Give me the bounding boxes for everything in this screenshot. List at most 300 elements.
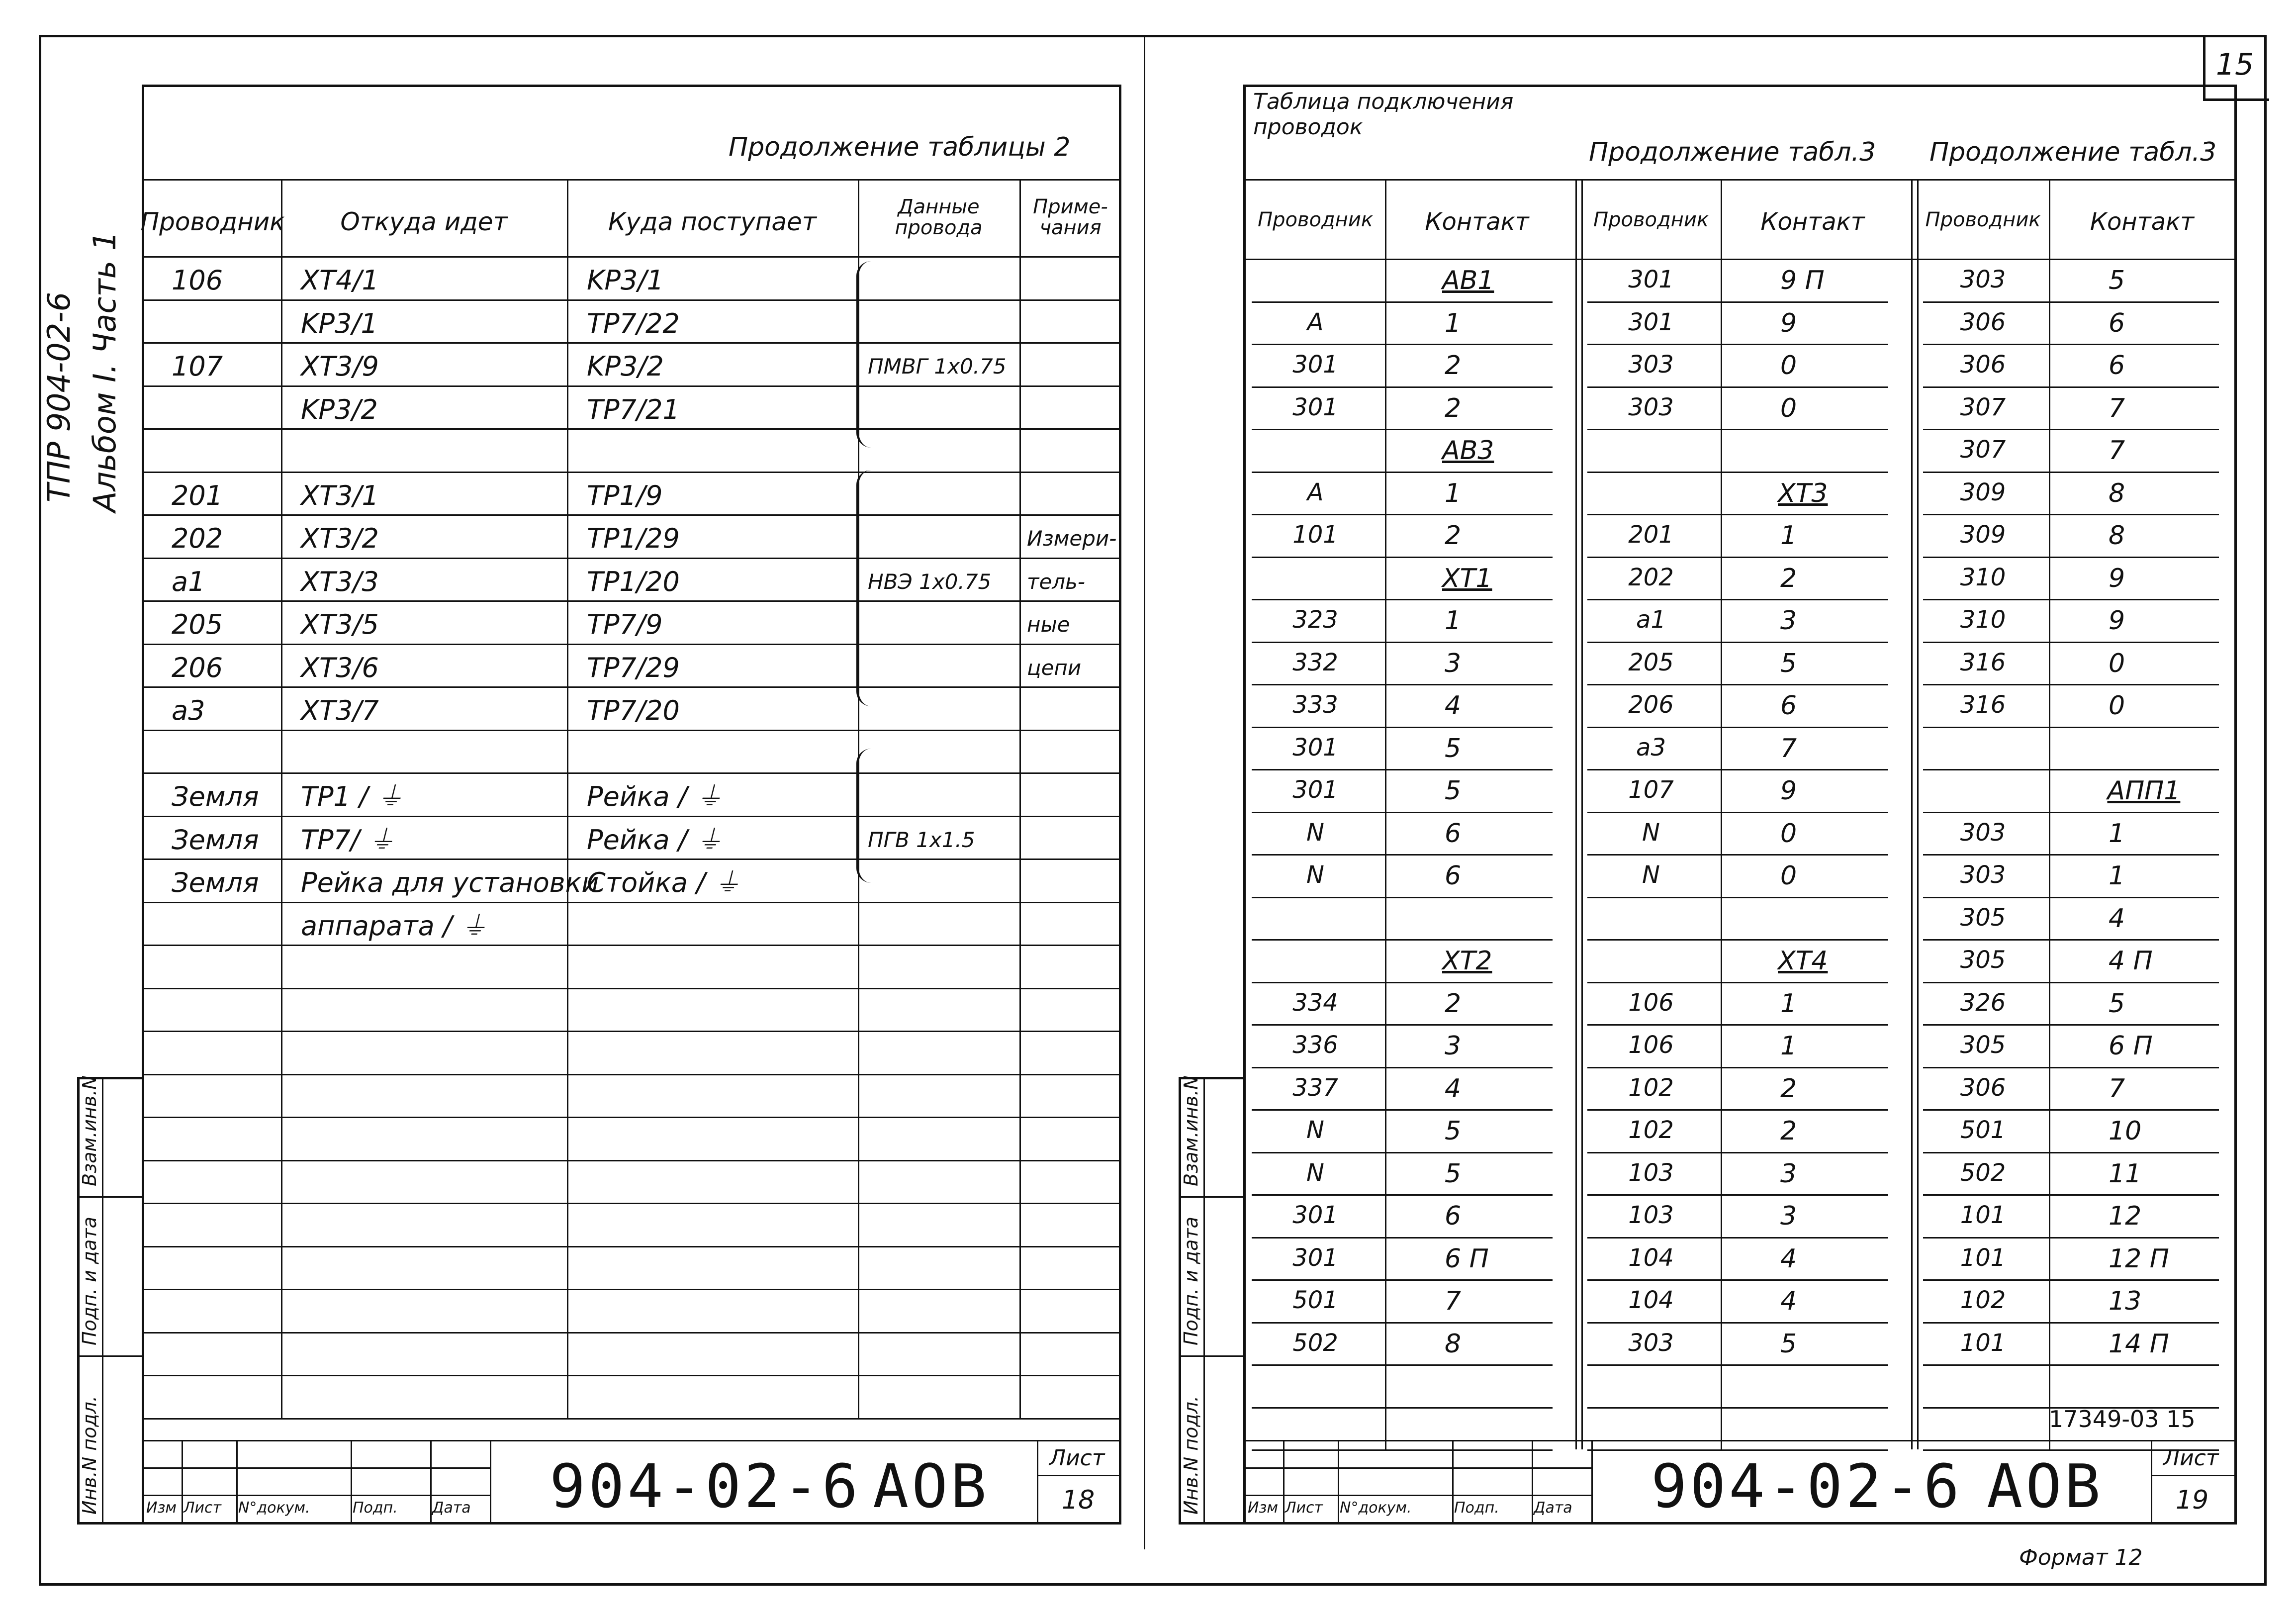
right-contact-cell: 2 xyxy=(1445,351,1462,381)
right-header-cell: Контакт xyxy=(1425,208,1529,236)
right-wire-cell: 305 xyxy=(1960,903,2006,932)
right-row-line xyxy=(1587,1024,1888,1026)
right-wire-cell: A xyxy=(1307,478,1324,506)
title-col-line xyxy=(236,1440,238,1525)
right-row-line xyxy=(1252,939,1553,941)
right-wire-cell: 501 xyxy=(1292,1286,1338,1314)
left-row-line xyxy=(144,1031,1121,1032)
stamp-label: Взам.инв.N xyxy=(79,1075,100,1186)
right-wire-cell: N xyxy=(1642,861,1660,889)
right-row-line xyxy=(1587,557,1888,558)
right-contact-cell: 0 xyxy=(2109,691,2125,721)
right-contact-cell: 6 П xyxy=(1445,1243,1489,1274)
right-header-cell: Проводник xyxy=(1258,208,1373,231)
right-group-line xyxy=(1917,179,1919,1449)
right-wire-cell: 103 xyxy=(1628,1158,1674,1187)
title-col-label: Лист xyxy=(1285,1499,1323,1517)
title-col-line xyxy=(1283,1440,1285,1525)
right-row-line xyxy=(1923,429,2219,430)
right-wire-cell: 107 xyxy=(1628,776,1674,804)
right-contact-cell: 7 xyxy=(1780,733,1797,763)
right-wire-cell: a1 xyxy=(1636,606,1666,634)
right-row-line xyxy=(1923,1194,2219,1196)
right-row-line xyxy=(1923,1322,2219,1324)
right-row-line xyxy=(1252,1279,1553,1281)
left-row-line xyxy=(144,514,1121,516)
right-row-line xyxy=(1252,1237,1553,1239)
right-contact-cell: 3 xyxy=(1445,648,1462,678)
right-contact-cell: 9 xyxy=(1780,308,1797,338)
right-contact-cell: 2 xyxy=(1445,393,1462,423)
left-cell: Рейка / ⏚ xyxy=(587,824,723,856)
right-col-line xyxy=(1385,179,1386,1449)
right-sheet-frame xyxy=(1243,85,2237,1525)
title-small-row xyxy=(144,1495,490,1496)
right-contact-cell: 1 xyxy=(2109,818,2125,849)
right-row-line xyxy=(1252,1194,1553,1196)
right-contact-cell: 4 xyxy=(1780,1243,1797,1274)
left-row-line xyxy=(144,858,1121,860)
right-row-line xyxy=(1587,769,1888,770)
left-cell: 205 xyxy=(172,609,223,640)
right-row-line xyxy=(1923,472,2219,473)
right-contact-cell: 5 xyxy=(1445,733,1462,763)
title-sheet-sep xyxy=(2151,1475,2235,1476)
right-row-line xyxy=(1923,812,2219,813)
right-wire-cell: A xyxy=(1307,308,1324,336)
side-margin-album: Альбом I. Часть 1 xyxy=(87,231,123,512)
right-wire-cell: 301 xyxy=(1292,1243,1338,1272)
right-row-line xyxy=(1587,854,1888,856)
left-cell: XT3/2 xyxy=(301,523,379,554)
title-designation: 904-02-6 xyxy=(1651,1452,1962,1522)
left-row-line xyxy=(144,644,1121,645)
left-row-line xyxy=(144,1160,1121,1161)
right-row-line xyxy=(1923,599,2219,600)
right-wire-cell: 303 xyxy=(1960,818,2006,847)
right-wire-cell: 323 xyxy=(1292,606,1338,634)
right-row-line xyxy=(1587,684,1888,685)
stamp-split xyxy=(1203,1077,1205,1525)
right-row-line xyxy=(1587,1279,1888,1281)
right-wire-cell: 102 xyxy=(1960,1286,2006,1314)
title-sheet-line xyxy=(2151,1440,2152,1525)
right-wire-cell: 106 xyxy=(1628,988,1674,1017)
left-row-line xyxy=(144,988,1121,989)
title-sheet-number: 19 xyxy=(2176,1485,2209,1515)
right-contact-cell: 0 xyxy=(1780,861,1797,891)
right-wire-cell: 309 xyxy=(1960,521,2006,549)
title-col-label: Изм xyxy=(146,1499,177,1517)
right-wire-cell: 301 xyxy=(1292,351,1338,379)
left-row-line xyxy=(144,1246,1121,1247)
left-col-line xyxy=(567,179,568,1418)
stamp-seg-line xyxy=(77,1355,144,1357)
right-contact-cell: 6 xyxy=(2109,308,2125,338)
left-head-top xyxy=(144,179,1121,181)
left-cell: XT3/5 xyxy=(301,609,379,640)
right-row-line xyxy=(1587,386,1888,388)
left-row-line xyxy=(144,1375,1121,1376)
left-cell: Стойка / ⏚ xyxy=(587,867,741,898)
right-row-line xyxy=(1252,1364,1553,1366)
right-row-line xyxy=(1923,1067,2219,1068)
right-wire-cell: 307 xyxy=(1960,436,2006,464)
right-contact-cell: 11 xyxy=(2109,1158,2142,1189)
right-contact-cell: XT4 xyxy=(1778,946,1828,976)
stamp-label: Взам.инв.N xyxy=(1180,1075,1202,1186)
left-cell: Рейка для установки xyxy=(301,867,599,898)
right-wire-cell: 104 xyxy=(1628,1286,1674,1314)
left-cell: XT3/6 xyxy=(301,652,379,683)
title-col-line xyxy=(182,1440,183,1525)
right-row-line xyxy=(1587,1067,1888,1068)
right-contact-cell: AB1 xyxy=(1442,266,1494,295)
right-header-cell: Контакт xyxy=(1760,208,1865,236)
left-col-line xyxy=(281,179,282,1418)
right-row-line xyxy=(1252,1152,1553,1153)
right-wire-cell: 201 xyxy=(1628,521,1674,549)
right-contact-cell: 9 xyxy=(1780,776,1797,806)
right-wire-cell: 103 xyxy=(1628,1201,1674,1229)
right-contact-cell: 13 xyxy=(2109,1286,2142,1316)
right-wire-cell: 205 xyxy=(1628,648,1674,676)
side-margin-code: ТПР 904-02-6 xyxy=(41,291,77,502)
stamp-label: Инв.N подл. xyxy=(1180,1396,1202,1515)
right-row-line xyxy=(1252,897,1553,898)
right-wire-cell: 334 xyxy=(1292,988,1338,1017)
right-contact-cell: 9 xyxy=(2109,563,2125,593)
right-contact-cell: 3 xyxy=(1780,606,1797,636)
right-contact-cell: 7 xyxy=(2109,1073,2125,1104)
right-wire-cell: N xyxy=(1306,1116,1324,1144)
title-col-label: Лист xyxy=(184,1499,222,1517)
stamp-label: Подп. и дата xyxy=(79,1217,100,1345)
left-col-line xyxy=(1019,179,1021,1418)
right-contact-cell: 5 xyxy=(1445,1158,1462,1189)
left-cell: KP3/2 xyxy=(301,393,378,425)
right-contact-cell: 5 xyxy=(1780,1329,1797,1359)
right-wire-cell: N xyxy=(1306,1158,1324,1187)
right-stamp-code: 17349-03 15 xyxy=(2049,1406,2196,1432)
left-cell: TP7/ ⏚ xyxy=(301,824,395,856)
right-wire-cell: 301 xyxy=(1292,733,1338,762)
right-contact-cell: XT3 xyxy=(1778,478,1828,508)
left-row-line xyxy=(144,945,1121,946)
right-row-line xyxy=(1587,812,1888,813)
title-mark: АОВ xyxy=(873,1452,990,1522)
right-wire-cell: N xyxy=(1306,861,1324,889)
left-row-line xyxy=(144,472,1121,473)
left-row-line xyxy=(144,1117,1121,1118)
right-row-line xyxy=(1587,1364,1888,1366)
left-header-cell: Откуда идет xyxy=(340,207,508,236)
right-wire-cell: 104 xyxy=(1628,1243,1674,1272)
right-row-line xyxy=(1587,344,1888,345)
left-cell: 202 xyxy=(172,523,223,554)
right-row-line xyxy=(1252,854,1553,856)
right-wire-cell: 303 xyxy=(1628,1329,1674,1357)
right-wire-cell: 332 xyxy=(1292,648,1338,676)
right-row-line xyxy=(1587,939,1888,941)
right-contact-cell: 4 xyxy=(1445,1073,1462,1104)
right-wire-cell: 202 xyxy=(1628,563,1674,591)
right-row-line xyxy=(1587,1407,1888,1409)
right-header-cell: Проводник xyxy=(1925,208,2041,231)
right-contact-cell: 0 xyxy=(1780,393,1797,423)
left-row-line xyxy=(144,772,1121,774)
left-row-line xyxy=(144,385,1121,387)
right-wire-cell: 101 xyxy=(1960,1329,2006,1357)
right-row-line xyxy=(1923,1279,2219,1281)
left-row-line xyxy=(144,558,1121,559)
right-group-line xyxy=(1581,179,1583,1449)
left-cell: TP1 / ⏚ xyxy=(301,781,404,812)
left-cell: ПГВ 1x1.5 xyxy=(868,827,975,852)
right-contact-cell: 8 xyxy=(2109,521,2125,551)
right-row-line xyxy=(1252,1109,1553,1111)
right-col-line xyxy=(1721,179,1722,1449)
right-wire-cell: 501 xyxy=(1960,1116,2006,1144)
left-row-line xyxy=(144,600,1121,602)
right-row-line xyxy=(1923,1109,2219,1111)
right-contact-cell: 5 xyxy=(1445,776,1462,806)
left-row-line xyxy=(144,1074,1121,1075)
left-cell: ные xyxy=(1027,612,1070,637)
left-cell: НВЭ 1x0.75 xyxy=(868,569,992,594)
right-contact-cell: AB3 xyxy=(1442,436,1494,466)
right-wire-cell: 306 xyxy=(1960,351,2006,379)
title-col-label: Дата xyxy=(432,1499,471,1517)
right-contact-cell: 5 xyxy=(2109,266,2125,295)
left-cell: TP7/22 xyxy=(587,307,680,339)
right-wire-cell: 316 xyxy=(1960,648,2006,676)
right-wire-cell: 316 xyxy=(1960,691,2006,719)
title-col-line xyxy=(351,1440,352,1525)
right-row-line xyxy=(1252,769,1553,770)
right-row-line xyxy=(1252,599,1553,600)
right-head-top xyxy=(1246,179,2235,181)
title-sheet-sep xyxy=(1037,1475,1121,1476)
right-wire-cell: 303 xyxy=(1960,266,2006,293)
right-wire-cell: 305 xyxy=(1960,1031,2006,1059)
right-contact-cell: 5 xyxy=(2109,988,2125,1019)
right-contact-cell: 6 xyxy=(1780,691,1797,721)
left-cell: TP7/9 xyxy=(587,609,663,640)
right-contact-cell: 1 xyxy=(2109,861,2125,891)
right-row-line xyxy=(1923,344,2219,345)
left-cell: цепи xyxy=(1027,655,1082,680)
right-row-line xyxy=(1923,727,2219,728)
right-wire-cell: 310 xyxy=(1960,563,2006,591)
stamp-seg-line xyxy=(77,1196,144,1198)
right-contact-cell: 1 xyxy=(1445,308,1462,338)
right-row-line xyxy=(1587,897,1888,898)
right-row-line xyxy=(1587,1449,1888,1451)
right-wire-cell: 301 xyxy=(1628,266,1674,293)
right-contact-cell: AПП1 xyxy=(2107,776,2181,806)
right-contact-cell: 1 xyxy=(1445,478,1462,508)
right-row-line xyxy=(1923,1364,2219,1366)
title-col-label: Дата xyxy=(1534,1499,1572,1517)
right-row-line xyxy=(1587,514,1888,515)
left-head-bottom xyxy=(144,256,1121,258)
right-row-line xyxy=(1252,684,1553,685)
left-cell: ПМВГ 1x0.75 xyxy=(868,354,1007,379)
left-cell: XT3/3 xyxy=(301,566,379,597)
right-row-line xyxy=(1587,429,1888,430)
right-wire-cell: 101 xyxy=(1960,1201,2006,1229)
right-wire-cell: 336 xyxy=(1292,1031,1338,1059)
right-row-line xyxy=(1252,1067,1553,1068)
right-row-line xyxy=(1252,301,1553,303)
left-brace-2 xyxy=(856,470,874,706)
right-row-line xyxy=(1587,1237,1888,1239)
left-cell: XT4/1 xyxy=(301,265,379,296)
right-row-line xyxy=(1252,429,1553,430)
right-row-line xyxy=(1252,982,1553,983)
right-wire-cell: 502 xyxy=(1292,1329,1338,1357)
right-row-line xyxy=(1252,514,1553,515)
stamp-split xyxy=(102,1077,103,1525)
right-header-cell: Проводник xyxy=(1593,208,1709,231)
left-cell: Рейка / ⏚ xyxy=(587,781,723,812)
right-wire-cell: 333 xyxy=(1292,691,1338,719)
right-row-line xyxy=(1587,1194,1888,1196)
right-row-line xyxy=(1923,854,2219,856)
right-contact-cell: 4 xyxy=(1780,1286,1797,1316)
right-wire-cell: 303 xyxy=(1628,393,1674,421)
right-row-line xyxy=(1587,1109,1888,1111)
right-contact-cell: 2 xyxy=(1445,521,1462,551)
right-wire-cell: a3 xyxy=(1636,733,1666,762)
right-wire-cell: 102 xyxy=(1628,1116,1674,1144)
right-contact-cell: 9 xyxy=(2109,606,2125,636)
left-cell: TP7/29 xyxy=(587,652,680,683)
left-row-line xyxy=(144,730,1121,731)
right-contact-cell: 12 xyxy=(2109,1201,2142,1231)
right-wire-cell: 101 xyxy=(1960,1243,2006,1272)
right-row-line xyxy=(1587,301,1888,303)
right-contact-cell: 8 xyxy=(2109,478,2125,508)
right-wire-cell: 101 xyxy=(1292,521,1338,549)
right-row-line xyxy=(1587,599,1888,600)
left-cell: KP3/2 xyxy=(587,351,664,382)
right-row-line xyxy=(1923,684,2219,685)
left-cell: Земля xyxy=(172,781,259,812)
right-row-line xyxy=(1923,514,2219,515)
title-top xyxy=(1246,1440,2235,1441)
right-wire-cell: 305 xyxy=(1960,946,2006,974)
left-cell: TP1/9 xyxy=(587,479,663,511)
right-contact-cell: 7 xyxy=(2109,393,2125,423)
left-cell: XT3/9 xyxy=(301,351,379,382)
left-header-cell: Куда поступает xyxy=(608,207,817,236)
right-wire-cell: 326 xyxy=(1960,988,2006,1017)
right-contact-cell: 1 xyxy=(1780,521,1797,551)
left-header-cell: Приме-чания xyxy=(1033,195,1108,239)
title-col-label: N°докум. xyxy=(238,1499,310,1517)
right-row-line xyxy=(1252,472,1553,473)
left-cell: 206 xyxy=(172,652,223,683)
right-wire-cell: 301 xyxy=(1292,776,1338,804)
left-row-line xyxy=(144,342,1121,344)
right-row-line xyxy=(1252,344,1553,345)
right-wire-cell: 206 xyxy=(1628,691,1674,719)
title-small-row xyxy=(1246,1495,1591,1496)
right-contact-cell: 14 П xyxy=(2109,1329,2169,1359)
left-cell: тель- xyxy=(1027,569,1086,594)
left-row-line xyxy=(144,1289,1121,1290)
left-cell: XT3/7 xyxy=(301,695,379,726)
right-row-line xyxy=(1923,939,2219,941)
right-wire-cell: 502 xyxy=(1960,1158,2006,1187)
left-cell: 107 xyxy=(172,351,223,382)
right-contact-cell: XT2 xyxy=(1442,946,1492,976)
right-row-line xyxy=(1923,982,2219,983)
title-col-label: N°докум. xyxy=(1340,1499,1412,1517)
title-designation: 904-02-6 xyxy=(550,1452,861,1522)
sheet-divider xyxy=(1144,35,1145,1549)
stamp-label: Инв.N подл. xyxy=(79,1396,100,1515)
left-cell: Земля xyxy=(172,824,259,856)
right-contact-cell: 9 П xyxy=(1780,266,1825,295)
title-col-label: Подп. xyxy=(1454,1499,1499,1517)
right-contact-cell: 1 xyxy=(1780,1031,1797,1061)
right-contact-cell: 2 xyxy=(1780,1116,1797,1146)
right-wire-cell: 301 xyxy=(1628,308,1674,336)
left-cell: KP3/1 xyxy=(587,265,664,296)
right-contact-cell: 4 xyxy=(1445,691,1462,721)
left-cell: 201 xyxy=(172,479,223,511)
left-cell: TP7/20 xyxy=(587,695,680,726)
left-cell: аппарата / ⏚ xyxy=(301,910,488,942)
right-row-line xyxy=(1252,1449,1553,1451)
right-row-line xyxy=(1252,1407,1553,1409)
right-contact-cell: 4 П xyxy=(2109,946,2153,976)
right-row-line xyxy=(1252,727,1553,728)
right-wire-cell: N xyxy=(1642,818,1660,847)
right-row-line xyxy=(1252,812,1553,813)
title-col-line xyxy=(1591,1440,1593,1525)
right-row-line xyxy=(1923,769,2219,770)
left-cell: TP1/29 xyxy=(587,523,680,554)
right-row-line xyxy=(1923,897,2219,898)
format-note: Формат 12 xyxy=(2019,1545,2143,1570)
right-row-line xyxy=(1252,1322,1553,1324)
right-contact-cell: 8 xyxy=(1445,1329,1462,1359)
title-mark: АОВ xyxy=(1987,1452,2104,1522)
title-sheet-label: Лист xyxy=(1049,1445,1105,1471)
right-contact-cell: 2 xyxy=(1780,1073,1797,1104)
stamp-seg-line xyxy=(1179,1355,1246,1357)
right-wire-cell: 301 xyxy=(1292,393,1338,421)
right-row-line xyxy=(1252,386,1553,388)
right-row-line xyxy=(1587,727,1888,728)
right-contact-cell: 1 xyxy=(1445,606,1462,636)
right-row-line xyxy=(1923,1024,2219,1026)
title-small-row xyxy=(144,1467,490,1469)
title-sheet-line xyxy=(1037,1440,1038,1525)
right-row-line xyxy=(1923,642,2219,643)
left-caption: Продолжение таблицы 2 xyxy=(729,132,1071,162)
right-contact-cell: 6 xyxy=(1445,818,1462,849)
left-row-line xyxy=(144,902,1121,903)
right-contact-cell: XT1 xyxy=(1442,563,1492,593)
right-row-line xyxy=(1587,1322,1888,1324)
left-cell: 106 xyxy=(172,265,223,296)
right-contact-cell: 0 xyxy=(1780,351,1797,381)
